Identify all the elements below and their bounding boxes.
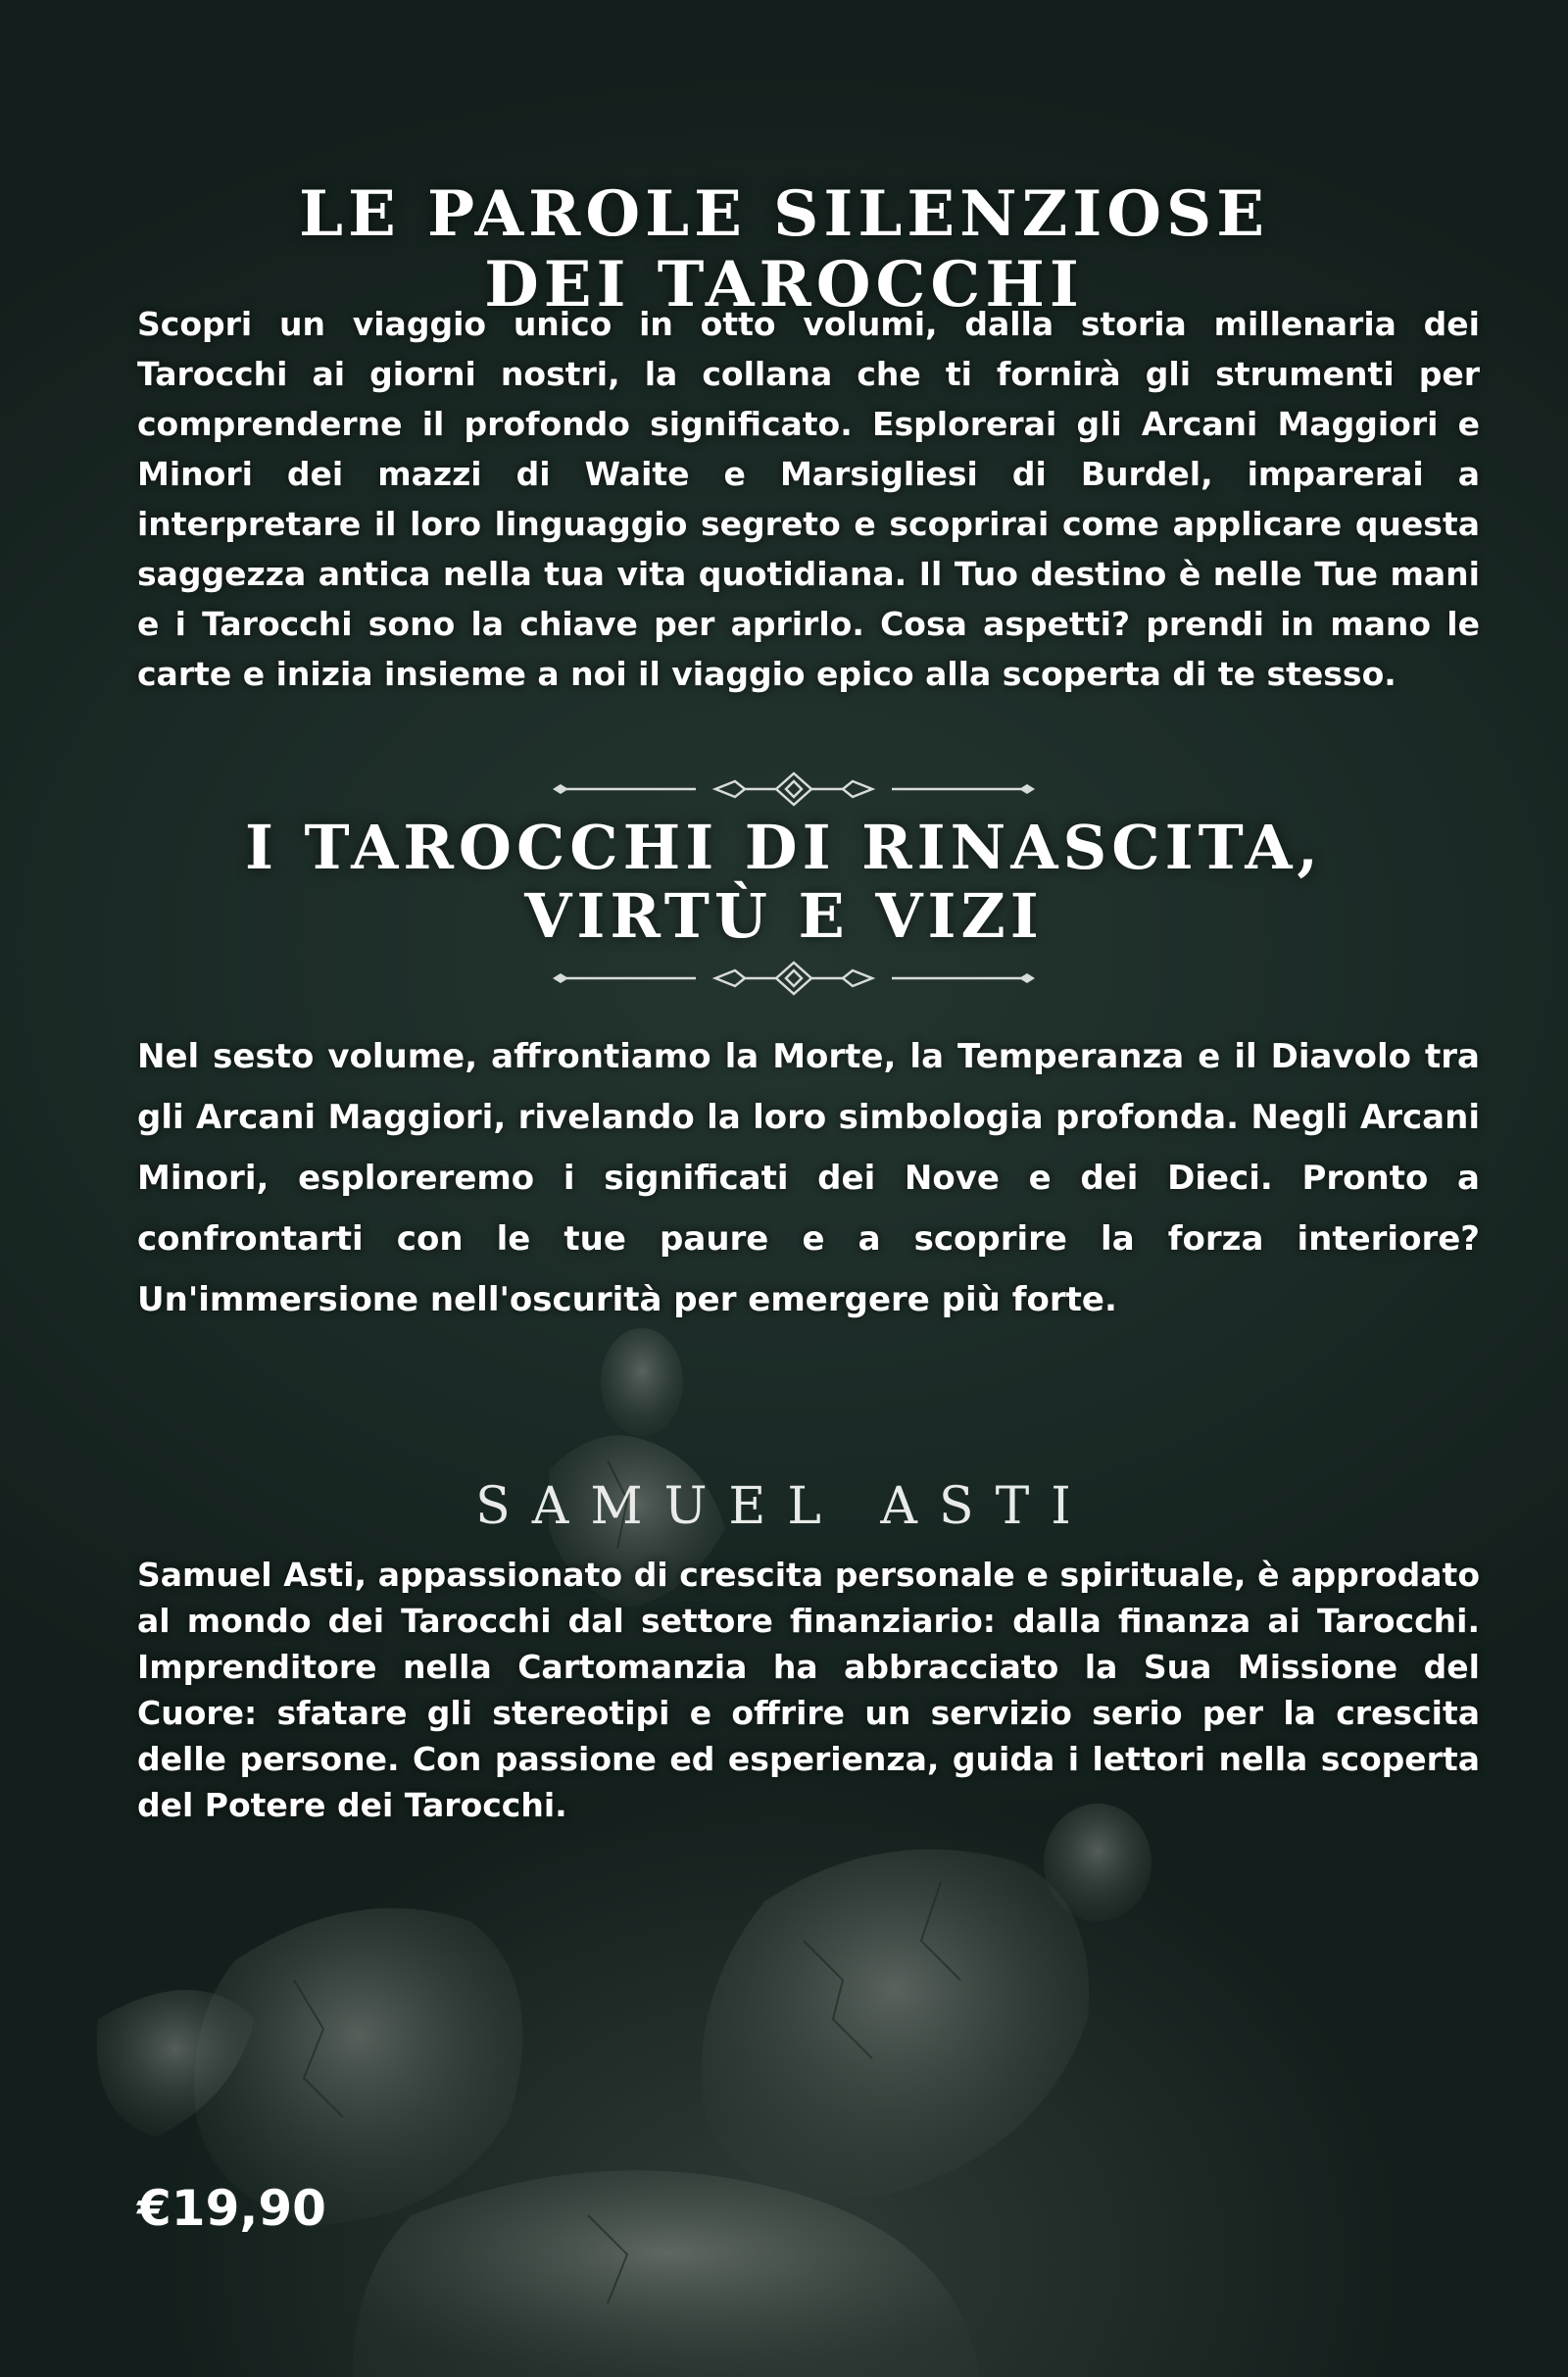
volume-title-line-1: I TAROCCHI DI RINASCITA, (244, 812, 1324, 883)
series-title-line-1: LE PAROLE SILENZIOSE (298, 176, 1270, 251)
series-title-line-2: DEI TAROCCHI (484, 247, 1084, 322)
volume-title-line-2: VIRTÙ E VIZI (524, 880, 1044, 952)
volume-title (137, 814, 1431, 951)
volume-description: Nel sesto volume, affrontiamo la Morte, la Temperanza e il Diavolo tra gli Arcani Maggiori, rivelando la loro simbologia profonda. Negli Arcani Minori, esploreremo i significati dei Nove e dei Dieci. Pronto a confrontarti con le tue paure e a scoprire la forza interiore? Un'immersione nell'oscurità per emergere più forte. (137, 1037, 1480, 1319)
author-name: SAMUEL ASTI (475, 1477, 1093, 1536)
price-label: €19,90 (137, 2180, 326, 2237)
diamond-divider-icon (549, 959, 1039, 998)
diamond-divider-icon (549, 769, 1039, 809)
author-bio: Samuel Asti, appassionato di crescita personale e spirituale, è approdato al mondo dei Tarocchi dal settore finanziario: dalla finanza ai Tarocchi. Imprenditore nella Cartomanzia ha abbracciato la Sua Missione del Cuore: sfatare gli stereotipi e offrire un servizio serio per la crescita delle persone. Con passione ed esperienza, guida i lettori nella scoperta del Potere dei Tarocchi. (137, 1556, 1480, 1824)
series-description: Scopri un viaggio unico in otto volumi, dalla storia millenaria dei Tarocchi ai giorni nostri, la collana che ti fornirà gli strumenti per comprenderne il profondo significato. Esplorerai gli Arcani Maggiori e Minori dei mazzi di Waite e Marsigliesi di Burdel, imparerai a interpretare il loro linguaggio segreto e scoprirai come applicare questa saggezza antica nella tua vita quotidiana. Il Tuo destino è nelle Tue mani e i Tarocchi sono la chiave per aprirlo. Cosa aspetti? prendi in mano le carte e inizia insieme a noi il viaggio epico alla scoperta di te stesso. (137, 305, 1480, 693)
